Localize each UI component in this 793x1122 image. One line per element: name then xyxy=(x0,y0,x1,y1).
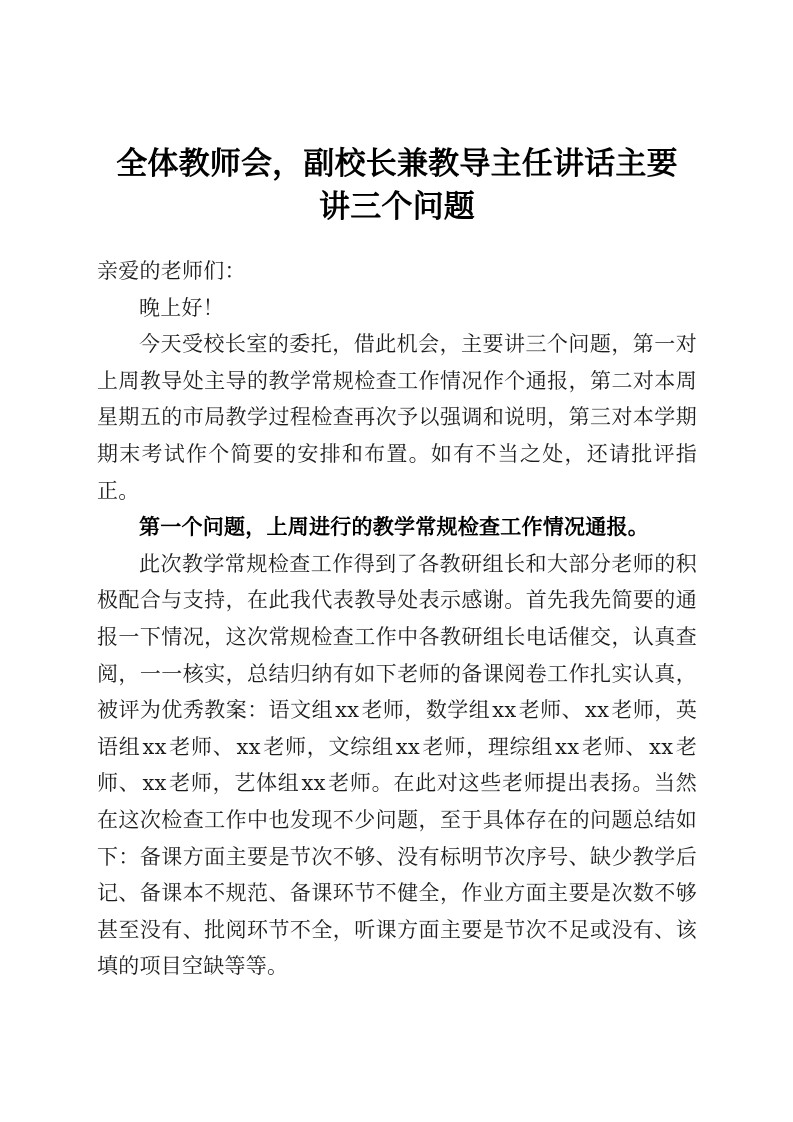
teacher-label-5: 老师 xyxy=(262,734,307,759)
teacher-label-8: 老师 xyxy=(97,734,698,796)
document-content-column xyxy=(97,0,697,985)
teacher-label-1: 老师 xyxy=(361,698,405,723)
greeting-line: 晚上好！ xyxy=(139,295,224,320)
page-title-line-2: 讲三个问题 xyxy=(319,189,475,225)
teacher-placeholder-3: xx xyxy=(585,698,610,723)
teacher-label-6: 老师 xyxy=(422,734,467,759)
teacher-label-3: 老师 xyxy=(611,698,655,723)
teacher-placeholder-6: xx xyxy=(395,734,421,759)
teacher-placeholder-1: xx xyxy=(335,698,360,723)
document-body xyxy=(97,229,697,985)
teacher-placeholder-4: xx xyxy=(142,734,167,759)
teacher-placeholder-8: xx xyxy=(649,734,674,759)
salutation: 亲爱的老师们： xyxy=(97,259,246,283)
intro-paragraph: 今天受校长室的委托，借此机会，主要讲三个问题，第一对上周教导处主导的教学常规检查工作情况作个通报，第二对本周星期五的市局教学过程检查再次予以强调和说明，第三对本学期期末考试作个简要的安排和布置。如有不当之处，还请批评指正。 xyxy=(97,332,697,503)
teacher-placeholder-5: xx xyxy=(236,734,261,759)
section-one-text-lead: 此次教学常规检查工作得到了各教研组长和大部分老师的积极配合与支持，在此我代表教导处表示感谢。首先我先简要的通报一下情况，这次常规检查工作中各教研组长电话催交，认真查阅，一一核实，总结归纳有如下老师的备课阅卷工作扎实认真，被评为优秀教案：语文组 xyxy=(97,551,697,723)
teacher-placeholder-2: xx xyxy=(492,698,517,723)
teacher-label-10: 老师 xyxy=(327,771,372,796)
page-title-line-1: 全体教师会，副校长兼教导主任讲话主要 xyxy=(116,146,678,182)
section-one-heading: 第一个问题，上周进行的教学常规检查工作情况通报。 xyxy=(139,514,649,540)
teacher-placeholder-7: xx xyxy=(555,734,580,759)
teacher-label-7: 老师 xyxy=(581,734,626,759)
teacher-placeholder-10: xx xyxy=(301,771,326,796)
teacher-placeholder-9: xx xyxy=(142,771,167,796)
page-title xyxy=(97,0,697,229)
teacher-label-4: 老师 xyxy=(168,734,213,759)
teacher-label-2: 老师 xyxy=(518,698,562,723)
teacher-label-9: 老师 xyxy=(168,771,213,796)
section-one-paragraph: 此次教学常规检查工作得到了各教研组长和大部分老师的积极配合与支持，在此我代表教导处表示感谢。首先我先简要的通报一下情况，这次常规检查工作中各教研组长电话催交，认真查阅，一一核实，总结归纳有如下老师的备课阅卷工作扎实认真，被评为优秀教案：语文组xx老师，数学组xx老师、xx老师，英语组xx老师、xx老师，文综组xx老师，理综组xx老师、xx老师、xx老师，艺体组xx老师。在此对这些老师提出表扬。当然在这次检查工作中也发现不少问题，至于具体存在的问题总结如下：备课方面主要是节次不够、没有标明节次序号、缺少教学后记、备课本不规范、备课环节不健全，作业方面主要是次数不够甚至没有、批阅环节不全，听课方面主要是节次不足或没有、该填的项目空缺等等。 xyxy=(97,551,698,979)
